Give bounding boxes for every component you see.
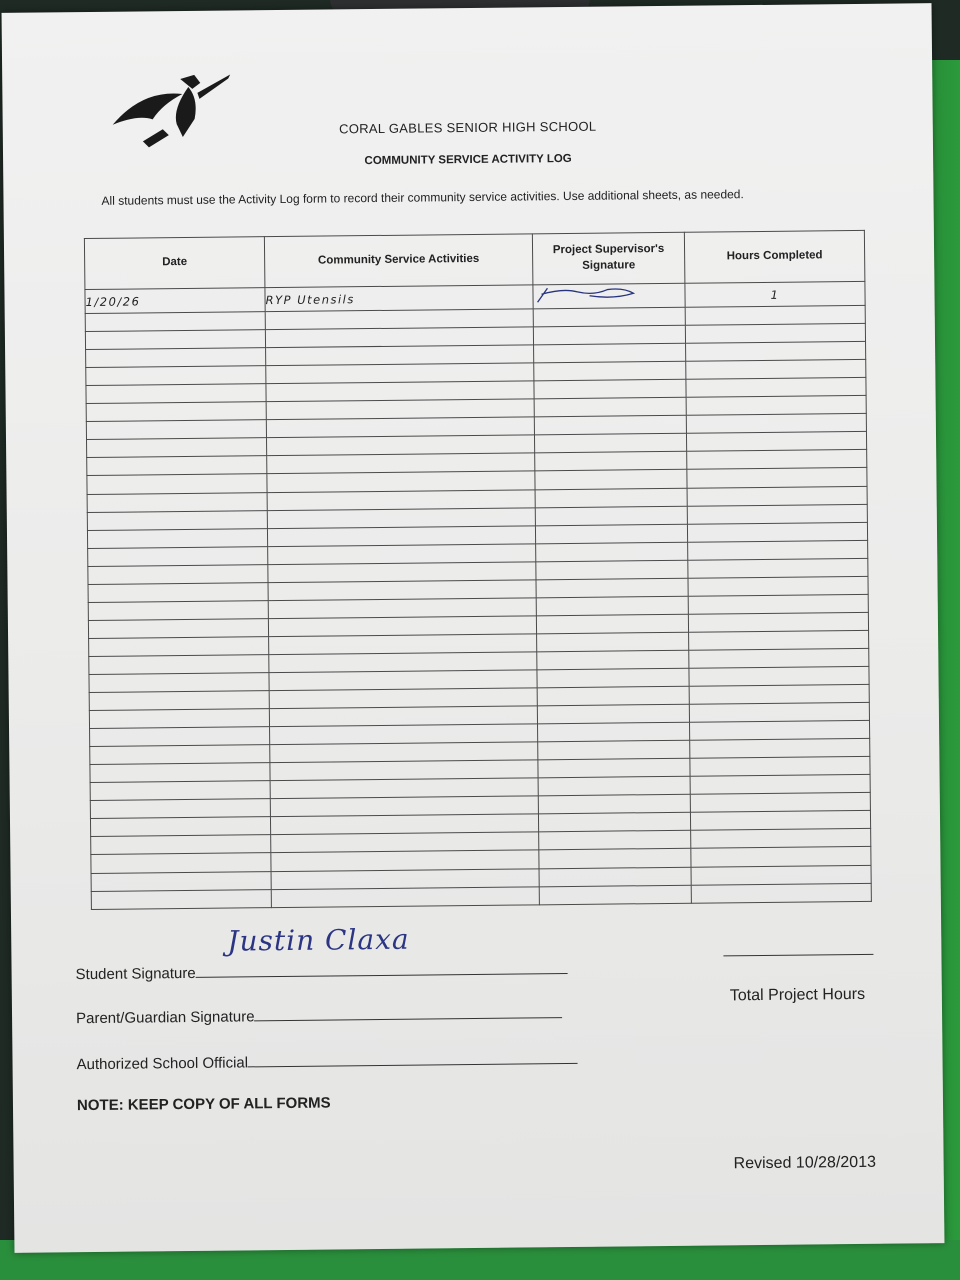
parent-signature-label: Parent/Guardian Signature: [75, 1008, 255, 1028]
table-cell[interactable]: [538, 795, 690, 815]
table-cell[interactable]: [85, 330, 265, 350]
keep-copy-note: NOTE: KEEP COPY OF ALL FORMS: [76, 1094, 331, 1115]
table-cell[interactable]: [687, 522, 867, 542]
entry-activity: RYP Utensils: [265, 285, 533, 312]
table-cell[interactable]: [690, 793, 870, 813]
table-cell[interactable]: [689, 666, 869, 686]
column-header-date: Date: [84, 237, 265, 290]
table-cell[interactable]: [535, 470, 687, 490]
total-hours-label: Total Project Hours: [729, 985, 866, 1005]
table-cell[interactable]: [88, 600, 268, 620]
table-cell[interactable]: [91, 889, 271, 909]
parent-signature-line[interactable]: [254, 1003, 562, 1021]
table-cell[interactable]: [88, 546, 268, 566]
table-cell[interactable]: [537, 686, 689, 706]
table-cell[interactable]: [687, 450, 867, 470]
activity-log-paper: [2, 3, 945, 1253]
revision-date: Revised 10/28/2013: [733, 1153, 877, 1173]
table-cell[interactable]: [87, 438, 267, 458]
parent-signature-row: [76, 1003, 563, 1027]
entry-hours: 1: [685, 281, 865, 307]
table-cell[interactable]: [90, 763, 270, 783]
table-cell[interactable]: [690, 775, 870, 795]
table-cell[interactable]: [90, 727, 270, 747]
table-cell[interactable]: [85, 312, 265, 332]
table-cell[interactable]: [686, 378, 866, 398]
table-cell[interactable]: [88, 619, 268, 639]
total-hours-line[interactable]: [723, 954, 873, 957]
table-cell[interactable]: [533, 325, 685, 345]
table-cell[interactable]: [536, 560, 688, 580]
table-cell[interactable]: [535, 488, 687, 508]
table-cell[interactable]: [691, 829, 871, 849]
table-cell[interactable]: [686, 342, 866, 362]
table-cell[interactable]: [86, 402, 266, 422]
column-header-hours-completed: Hours Completed: [684, 230, 865, 283]
table-cell[interactable]: [89, 655, 269, 675]
official-signature-label: Authorized School Official: [76, 1054, 249, 1074]
table-cell[interactable]: [690, 739, 870, 759]
table-cell[interactable]: [691, 883, 871, 903]
column-header-activities: Community Service Activities: [264, 234, 533, 288]
table-cell[interactable]: [689, 648, 869, 668]
table-cell[interactable]: [689, 630, 869, 650]
table-cell[interactable]: [539, 885, 691, 905]
table-cell[interactable]: [89, 709, 269, 729]
table-cell[interactable]: [89, 673, 269, 693]
table-cell[interactable]: [534, 416, 686, 436]
student-handwritten-signature: Justin Claxa: [227, 922, 410, 958]
table-cell[interactable]: [691, 865, 871, 885]
table-cell[interactable]: [90, 799, 270, 819]
table-cell[interactable]: [534, 361, 686, 381]
column-header-supervisor-signature: Project Supervisor's Signature: [532, 232, 685, 285]
table-cell[interactable]: [87, 492, 267, 512]
student-signature-label: Student Signature: [75, 964, 196, 984]
table-cell[interactable]: [687, 504, 867, 524]
table-cell[interactable]: [86, 420, 266, 440]
table-cell[interactable]: [88, 564, 268, 584]
table-cell[interactable]: [91, 853, 271, 873]
table-cell[interactable]: [538, 777, 690, 797]
table-cell[interactable]: [686, 396, 866, 416]
form-title: COMMUNITY SERVICE ACTIVITY LOG: [364, 152, 572, 168]
table-cell[interactable]: [89, 691, 269, 711]
table-cell[interactable]: [539, 831, 691, 851]
table-cell[interactable]: [535, 506, 687, 526]
table-cell[interactable]: [91, 835, 271, 855]
table-cell[interactable]: [688, 576, 868, 596]
entry-supervisor-signature: [533, 283, 685, 309]
school-name: CORAL GABLES SENIOR HIGH SCHOOL: [339, 118, 597, 137]
table-cell[interactable]: [536, 596, 688, 616]
table-cell[interactable]: [271, 886, 539, 907]
table-cell[interactable]: [535, 524, 687, 544]
table-cell[interactable]: [538, 740, 690, 760]
table-cell[interactable]: [537, 650, 689, 670]
table-cell[interactable]: [536, 578, 688, 598]
supervisor-signature-scribble: [533, 285, 643, 304]
table-cell[interactable]: [685, 323, 865, 343]
table-body: [85, 281, 871, 909]
table-cell[interactable]: [90, 745, 270, 765]
table-cell[interactable]: [690, 757, 870, 777]
table-cell[interactable]: [686, 414, 866, 434]
table-cell[interactable]: [687, 486, 867, 506]
table-cell[interactable]: [87, 474, 267, 494]
table-cell[interactable]: [87, 510, 267, 530]
table-cell[interactable]: [90, 781, 270, 801]
table-cell[interactable]: [688, 612, 868, 632]
table-cell[interactable]: [538, 813, 690, 833]
table-cell[interactable]: [688, 558, 868, 578]
table-cell[interactable]: [539, 849, 691, 869]
table-cell[interactable]: [534, 343, 686, 363]
table-cell[interactable]: [688, 540, 868, 560]
table-cell[interactable]: [690, 720, 870, 740]
table-cell[interactable]: [533, 307, 685, 327]
table-cell[interactable]: [86, 384, 266, 404]
table-cell[interactable]: [86, 348, 266, 368]
entry-date: 1/20/26: [85, 288, 265, 314]
table-cell[interactable]: [685, 305, 865, 325]
table-cell[interactable]: [689, 702, 869, 722]
official-signature-line[interactable]: [248, 1049, 578, 1067]
table-cell[interactable]: [536, 542, 688, 562]
table-cell[interactable]: [90, 817, 270, 837]
table-cell[interactable]: [690, 811, 870, 831]
table-cell[interactable]: [89, 637, 269, 657]
table-cell[interactable]: [537, 668, 689, 688]
table-cell[interactable]: [86, 366, 266, 386]
table-cell[interactable]: [87, 528, 267, 548]
table-cell[interactable]: [686, 360, 866, 380]
table-cell[interactable]: [536, 614, 688, 634]
table-cell[interactable]: [534, 398, 686, 418]
activity-log-table: [84, 230, 872, 910]
table-cell[interactable]: [538, 722, 690, 742]
table-cell[interactable]: [87, 456, 267, 476]
table-cell[interactable]: [687, 468, 867, 488]
table-cell[interactable]: [534, 434, 686, 454]
table-cell[interactable]: [537, 632, 689, 652]
table-cell[interactable]: [539, 867, 691, 887]
student-signature-row: [75, 959, 567, 983]
table-cell[interactable]: [537, 704, 689, 724]
table-cell[interactable]: [691, 847, 871, 867]
table-cell[interactable]: [688, 594, 868, 614]
table-cell[interactable]: [534, 380, 686, 400]
instructions-text: All students must use the Activity Log form to record their community service activities. Use additional sheets, as needed.: [101, 187, 744, 208]
table-header-row: [84, 230, 864, 289]
table-cell[interactable]: [535, 452, 687, 472]
student-signature-line[interactable]: [196, 959, 568, 978]
table-cell[interactable]: [689, 684, 869, 704]
table-cell[interactable]: [538, 758, 690, 778]
official-signature-row: [76, 1049, 578, 1073]
table-cell[interactable]: [88, 582, 268, 602]
table-cell[interactable]: [91, 871, 271, 891]
table-cell[interactable]: [686, 432, 866, 452]
